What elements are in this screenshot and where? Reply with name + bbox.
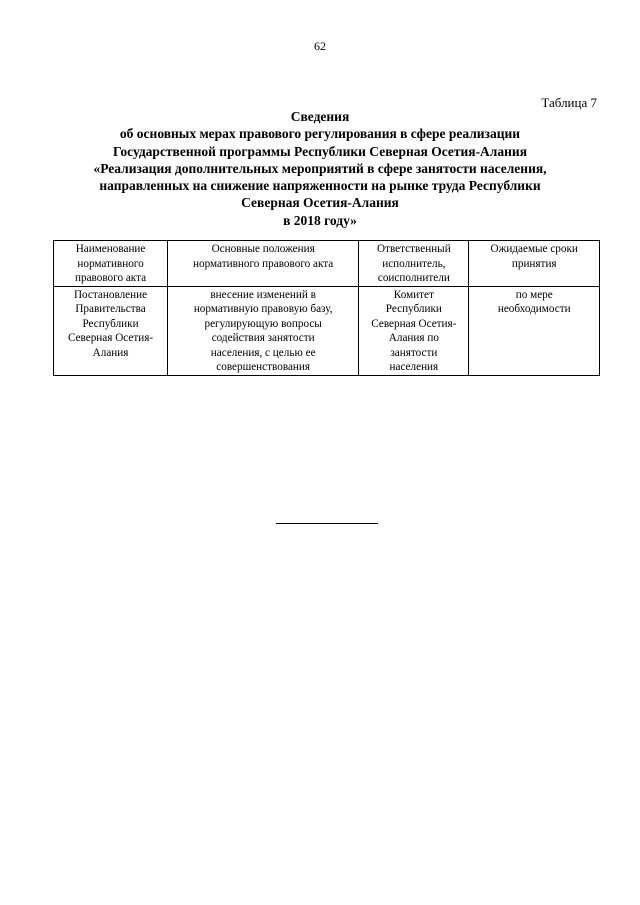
cell-line: Алания — [92, 346, 129, 359]
cell-line: занятости — [390, 346, 438, 359]
header-line: принятия — [511, 257, 557, 270]
cell-line: совершенствования — [216, 361, 311, 373]
cell-line: Постановление — [73, 288, 148, 301]
header-line: Основные положения — [211, 243, 315, 255]
legal-measures-table — [53, 240, 600, 376]
cell-line: населения, с целью ее — [210, 346, 316, 359]
cell-line: по мере — [515, 288, 553, 301]
cell-line: Северная Осетия- — [67, 332, 154, 344]
cell-line: регулирующую вопросы — [204, 317, 322, 330]
cell-main-provisions — [168, 286, 359, 375]
title-line: Государственной программы Республики Северная Осетия-Алания — [112, 143, 527, 159]
cell-line: Комитет — [393, 288, 434, 301]
title-line: в 2018 году» — [283, 212, 357, 228]
title-line: об основных мерах правового регулирования в сфере реализации — [119, 126, 521, 142]
table-row — [54, 286, 600, 375]
cell-line: Правительства — [75, 303, 146, 315]
header-cell-main-provisions — [168, 241, 359, 287]
cell-line: населения — [389, 361, 439, 373]
title-line: Сведения — [290, 109, 350, 124]
header-line: Ожидаемые сроки — [490, 243, 578, 255]
document-title — [40, 108, 600, 229]
header-line: Ответственный — [377, 243, 451, 255]
cell-expected-dates — [469, 286, 600, 375]
header-line: нормативного — [77, 257, 144, 270]
header-line: нормативного правового акта — [193, 257, 334, 270]
end-divider — [276, 523, 378, 524]
header-line: Наименование — [75, 243, 146, 255]
title-line: направленных на снижение напряженности на рынке труда Республики — [99, 178, 541, 194]
cell-line: внесение изменений в — [210, 288, 316, 301]
table-header-row — [54, 241, 600, 287]
header-cell-act-name — [54, 241, 168, 287]
header-cell-expected-dates — [469, 241, 600, 287]
cell-line: содействия занятости — [211, 332, 315, 344]
cell-act-name — [54, 286, 168, 375]
cell-line: Республики — [82, 317, 139, 330]
title-line: «Реализация дополнительных мероприятий в сфере занятости населения, — [93, 160, 547, 176]
cell-line: Республики — [385, 303, 442, 315]
page-number: 62 — [314, 39, 326, 53]
table-label: Таблица 7 — [541, 95, 597, 110]
cell-line: Алания по — [388, 332, 439, 344]
cell-line: нормативную правовую базу, — [193, 303, 333, 315]
cell-line: Северная Осетия- — [371, 317, 457, 330]
header-line: исполнитель, — [382, 257, 446, 270]
header-cell-responsible — [359, 241, 469, 287]
header-line: соисполнители — [377, 272, 450, 284]
cell-line: необходимости — [497, 303, 571, 315]
header-line: правового акта — [74, 272, 147, 284]
title-line: Северная Осетия-Алания — [241, 195, 399, 211]
cell-responsible — [359, 286, 469, 375]
